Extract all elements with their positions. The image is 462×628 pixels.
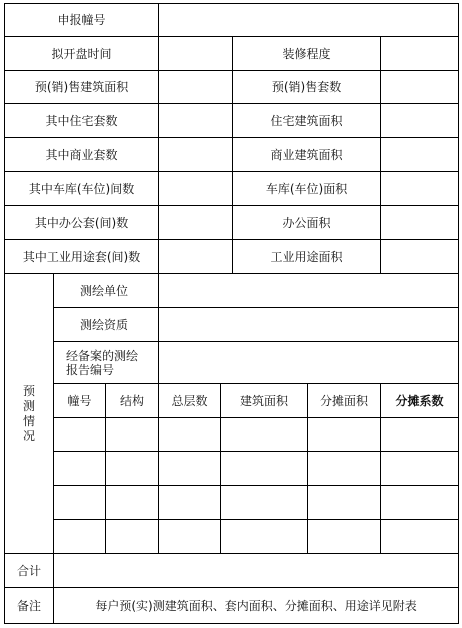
cell-building-area[interactable]: [221, 520, 308, 554]
cell-shared-area[interactable]: [308, 520, 381, 554]
field-residential-area[interactable]: [381, 104, 459, 138]
label-industrial-area: 工业用途面积: [233, 240, 381, 274]
cell-shared-area[interactable]: [308, 418, 381, 452]
label-survey-qualification: 测绘资质: [54, 308, 159, 342]
cell-shared-area[interactable]: [308, 486, 381, 520]
cell-building-no[interactable]: [54, 418, 106, 452]
label-industrial-units: 其中工业用途套(间)数: [5, 240, 159, 274]
row-industrial: [5, 240, 459, 274]
field-survey-unit[interactable]: [159, 274, 459, 308]
row-remarks: [5, 588, 459, 624]
cell-building-no[interactable]: [54, 520, 106, 554]
field-planned-open-time[interactable]: [159, 37, 233, 71]
label-office-units: 其中办公套(间)数: [5, 206, 159, 240]
label-office-area: 办公面积: [233, 206, 381, 240]
field-building-no[interactable]: [159, 4, 459, 37]
field-industrial-area[interactable]: [381, 240, 459, 274]
field-total[interactable]: [54, 554, 459, 588]
cell-building-no[interactable]: [54, 452, 106, 486]
cell-shared-area[interactable]: [308, 452, 381, 486]
label-survey-unit: 测绘单位: [54, 274, 159, 308]
cell-sharing-coefficient[interactable]: [381, 418, 459, 452]
field-office-area[interactable]: [381, 206, 459, 240]
row-office: [5, 206, 459, 240]
cell-building-no[interactable]: [54, 486, 106, 520]
row-building-no: [5, 4, 459, 37]
field-residential-units[interactable]: [159, 104, 233, 138]
row-total: [5, 554, 459, 588]
label-commercial-units: 其中商业套数: [5, 138, 159, 172]
table-row: [5, 486, 459, 520]
table-row: [5, 520, 459, 554]
row-presale: [5, 71, 459, 104]
cell-structure[interactable]: [106, 486, 159, 520]
col-header-structure: 结构: [106, 384, 159, 418]
label-commercial-area: 商业建筑面积: [233, 138, 381, 172]
field-survey-qualification[interactable]: [159, 308, 459, 342]
label-presale-units: 预(销)售套数: [233, 71, 381, 104]
row-survey-report: [5, 342, 459, 384]
label-remarks: 备注: [5, 588, 54, 624]
row-commercial: [5, 138, 459, 172]
col-header-building-no: 幢号: [54, 384, 106, 418]
table-row: [5, 452, 459, 486]
label-decoration-level: 装修程度: [233, 37, 381, 71]
field-office-units[interactable]: [159, 206, 233, 240]
field-survey-report-no[interactable]: [159, 342, 459, 384]
cell-total-floors[interactable]: [159, 520, 221, 554]
col-header-building-area: 建筑面积: [221, 384, 308, 418]
cell-structure[interactable]: [106, 418, 159, 452]
field-garage-area[interactable]: [381, 172, 459, 206]
field-garage-units[interactable]: [159, 172, 233, 206]
col-header-shared-area: 分摊面积: [308, 384, 381, 418]
label-residential-units: 其中住宅套数: [5, 104, 159, 138]
cell-sharing-coefficient[interactable]: [381, 486, 459, 520]
cell-building-area[interactable]: [221, 486, 308, 520]
row-survey-unit: [5, 274, 459, 308]
cell-structure[interactable]: [106, 452, 159, 486]
cell-building-area[interactable]: [221, 418, 308, 452]
survey-table-header: [5, 384, 459, 418]
col-header-sharing-coefficient: 分摊系数: [381, 384, 459, 418]
label-total: 合计: [5, 554, 54, 588]
col-header-total-floors: 总层数: [159, 384, 221, 418]
cell-sharing-coefficient[interactable]: [381, 520, 459, 554]
label-garage-area: 车库(车位)面积: [233, 172, 381, 206]
label-planned-open-time: 拟开盘时间: [5, 37, 159, 71]
remarks-text: 每户预(实)测建筑面积、套内面积、分摊面积、用途详见附表: [54, 588, 459, 624]
label-residential-area: 住宅建筑面积: [233, 104, 381, 138]
label-presale-area: 预(销)售建筑面积: [5, 71, 159, 104]
cell-sharing-coefficient[interactable]: [381, 452, 459, 486]
label-garage-units: 其中车库(车位)间数: [5, 172, 159, 206]
field-industrial-units[interactable]: [159, 240, 233, 274]
field-decoration-level[interactable]: [381, 37, 459, 71]
cell-total-floors[interactable]: [159, 418, 221, 452]
row-open-time: [5, 37, 459, 71]
presale-declaration-form: [4, 3, 459, 624]
survey-section-label: 预 测 情 况: [5, 274, 54, 554]
table-row: [5, 418, 459, 452]
field-presale-area[interactable]: [159, 71, 233, 104]
row-garage: [5, 172, 459, 206]
cell-total-floors[interactable]: [159, 486, 221, 520]
field-presale-units[interactable]: [381, 71, 459, 104]
label-building-no: 申报幢号: [5, 4, 159, 37]
row-residential: [5, 104, 459, 138]
cell-building-area[interactable]: [221, 452, 308, 486]
field-commercial-area[interactable]: [381, 138, 459, 172]
label-survey-report-no: 经备案的测绘 报告编号: [54, 342, 159, 384]
cell-structure[interactable]: [106, 520, 159, 554]
row-survey-qualification: [5, 308, 459, 342]
cell-total-floors[interactable]: [159, 452, 221, 486]
field-commercial-units[interactable]: [159, 138, 233, 172]
